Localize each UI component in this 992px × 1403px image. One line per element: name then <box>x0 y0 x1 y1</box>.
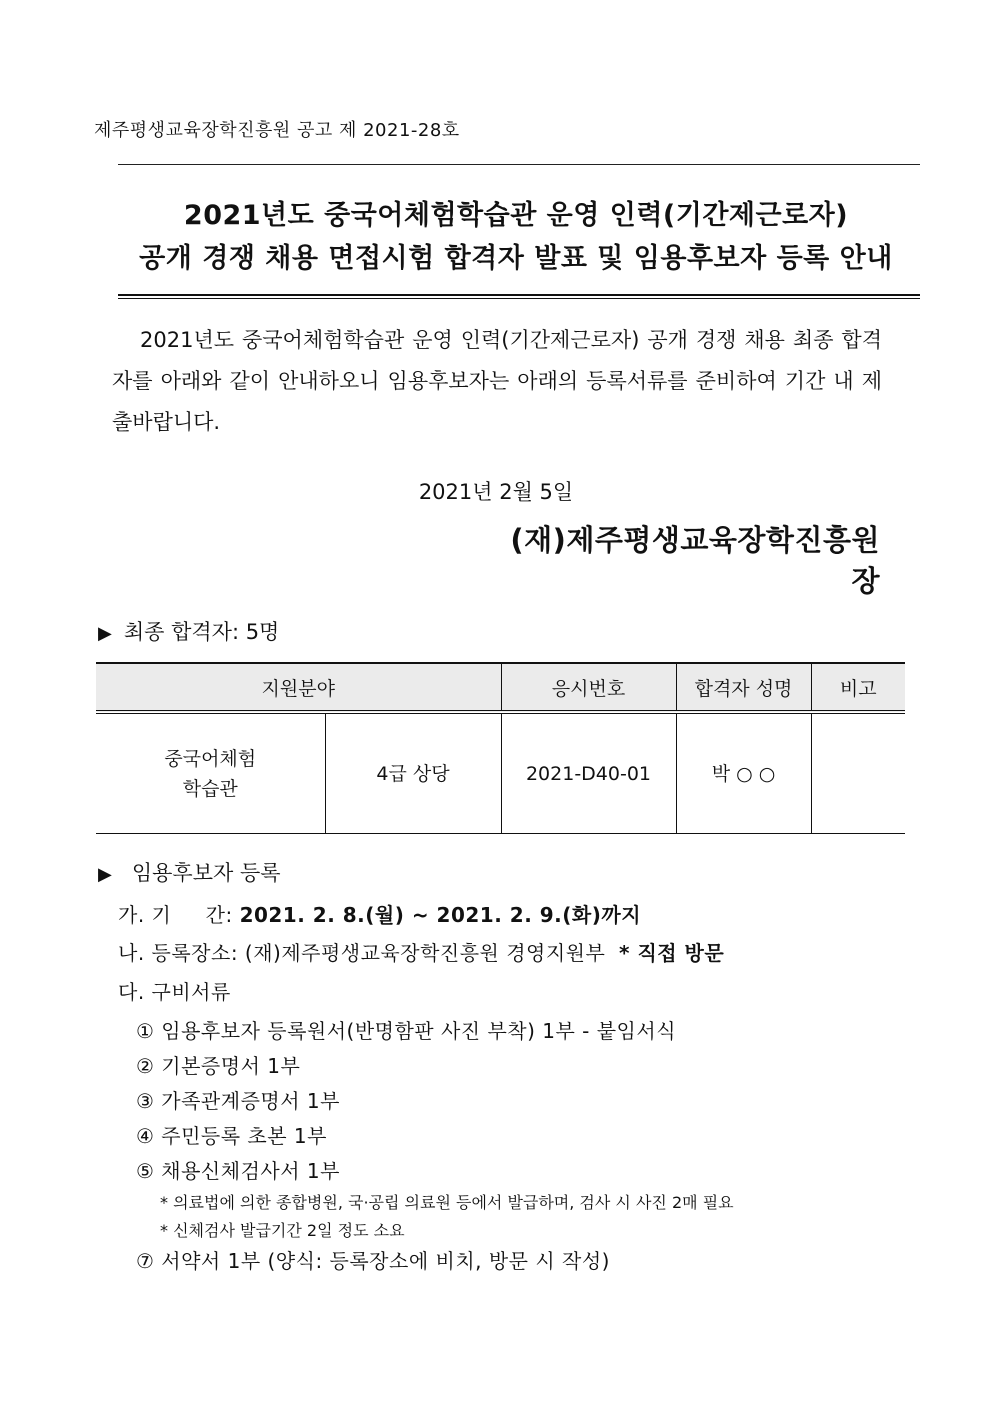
title-divider <box>118 294 920 296</box>
section-final-passers <box>98 616 279 646</box>
results-table <box>96 662 905 834</box>
issuer-name: (재)제주평생교육장학진흥원장 <box>510 523 880 598</box>
document-item-3: ③ 가족관계증명서 1부 <box>136 1089 340 1113</box>
header-field: 지원분야 <box>96 663 501 712</box>
title-divider-thin <box>118 298 920 299</box>
announcement-date: 2021년 2월 5일 <box>418 480 574 504</box>
document-note-2: * 신체검사 발급기간 2일 정도 소요 <box>160 1221 405 1240</box>
header-remarks: 비고 <box>811 663 905 712</box>
item-location-prefix: 나. 등록장소: (재)제주평생교육장학진흥원 경영지원부 <box>118 941 620 965</box>
cell-field-line-2: 학습관 <box>182 777 238 800</box>
item-location <box>118 937 724 966</box>
item-period-prefix: 가. 기 간: <box>118 903 240 927</box>
document-item-4: ④ 주민등록 초본 1부 <box>136 1124 327 1148</box>
cell-passer-name: 박 ○ ○ <box>676 712 811 834</box>
document-item-7: ⑦ 서약서 1부 (양식: 등록장소에 비치, 방문 시 작성) <box>136 1249 610 1273</box>
intro-paragraph: 2021년도 중국어체험학습관 운영 인력(기간제근로자) 공개 경쟁 채용 최종 합격자를 아래와 같이 안내하오니 임용후보자는 아래의 등록서류를 준비하여 기간 내 제출바랍니다. <box>112 328 882 434</box>
cell-field-line-1: 중국어체험 <box>164 747 257 770</box>
header-passer-name: 합격자 성명 <box>676 663 811 712</box>
item-documents: 다. 구비서류 <box>118 980 231 1004</box>
triangle-bullet-icon: ▶ <box>98 864 112 885</box>
table-row <box>96 712 905 834</box>
document-item-5: ⑤ 채용신체검사서 1부 <box>136 1159 340 1183</box>
section-registration-label: 임용후보자 등록 <box>131 861 281 885</box>
document-item-2: ② 기본증명서 1부 <box>136 1054 301 1078</box>
table-header-row <box>96 663 905 712</box>
triangle-bullet-icon: ▶ <box>98 623 112 644</box>
item-period-value: 2021. 2. 8.(월) ~ 2021. 2. 9.(화)까지 <box>239 903 642 927</box>
title-line-2: 공개 경쟁 채용 면접시험 합격자 발표 및 임용후보자 등록 안내 <box>139 243 893 274</box>
cell-exam-number: 2021-D40-01 <box>501 712 676 834</box>
section-final-passers-label: 최종 합격자: 5명 <box>123 620 280 644</box>
item-location-note: * 직접 방문 <box>619 941 725 965</box>
header-exam-number: 응시번호 <box>501 663 676 712</box>
document-note-1: * 의료법에 의한 종합병원, 국·공립 의료원 등에서 발급하며, 검사 시 사진 2매 필요 <box>160 1193 734 1212</box>
cell-grade: 4급 상당 <box>325 712 501 834</box>
item-period <box>118 899 641 928</box>
section-registration <box>98 857 281 887</box>
cell-field <box>96 712 325 834</box>
cell-remarks <box>811 712 905 834</box>
top-divider <box>118 164 920 165</box>
document-item-1: ① 임용후보자 등록원서(반명함판 사진 부착) 1부 - 붙임서식 <box>136 1019 677 1043</box>
title-line-1: 2021년도 중국어체험학습관 운영 인력(기간제근로자) <box>183 200 849 231</box>
notice-number: 제주평생교육장학진흥원 공고 제 2021-28호 <box>94 120 460 141</box>
